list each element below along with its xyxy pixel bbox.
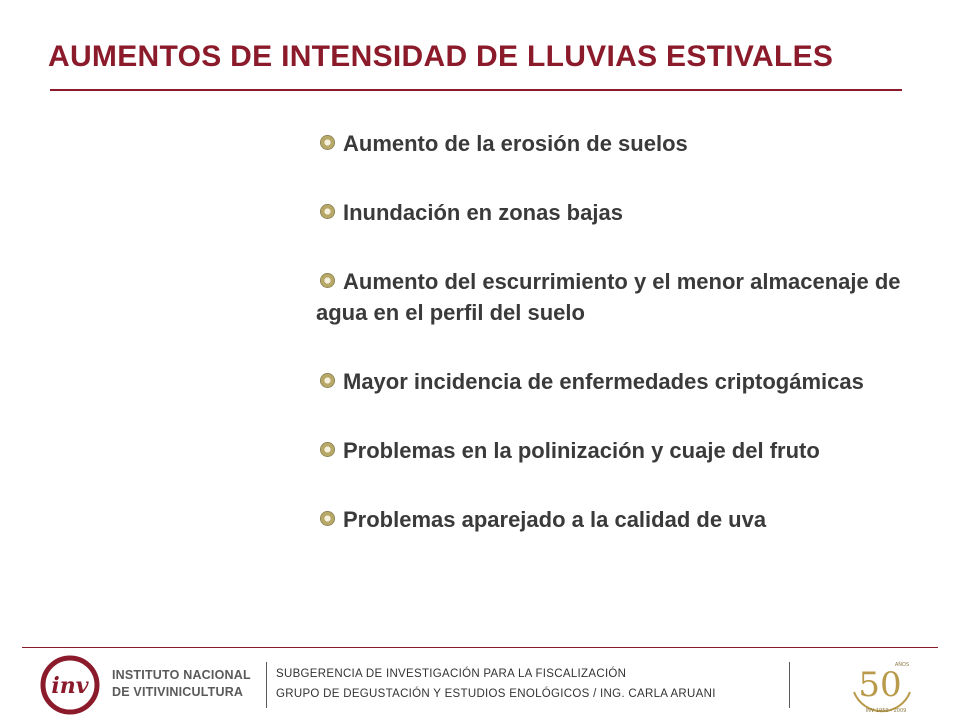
org-name: [112, 667, 251, 701]
bullet-text: Mayor incidencia de enfermedades criptogámicas: [343, 369, 864, 394]
bullet-item: [316, 504, 946, 535]
bullet-text: Inundación en zonas bajas: [343, 200, 623, 225]
org-name-line2: DE VITIVINICULTURA: [112, 685, 244, 699]
bullet-item: [316, 435, 946, 466]
bullet-item: [316, 128, 946, 159]
bullet-item: [316, 366, 946, 397]
anniversary-word: AÑOS: [894, 662, 910, 668]
bullet-item: [316, 197, 946, 228]
anniversary-years: INV 1959 - 2009: [865, 708, 907, 714]
bullet-text: Problemas aparejado a la calidad de uva: [343, 507, 767, 532]
anniversary-50-logo-icon: [846, 652, 918, 716]
bullet-text: Aumento de la erosión de suelos: [343, 131, 688, 156]
anniversary-number: 50: [858, 665, 902, 705]
bullet-item: [316, 266, 946, 328]
gear-bullet-icon: [320, 135, 335, 150]
gear-bullet-icon: [320, 273, 335, 288]
org-name-line1: INSTITUTO NACIONAL: [112, 668, 251, 682]
footer-line2: GRUPO DE DEGUSTACIÓN Y ESTUDIOS ENOLÓGICOS / ING. CARLA ARUANI: [276, 688, 716, 700]
gear-bullet-icon: [320, 442, 335, 457]
logo-text: inv: [51, 673, 89, 699]
footer-line1: SUBGERENCIA DE INVESTIGACIÓN PARA LA FISCALIZACIÓN: [276, 668, 627, 680]
title-divider: [50, 89, 902, 91]
footer-separator-left: [266, 662, 267, 708]
bullet-text: Problemas en la polinización y cuaje del fruto: [343, 438, 820, 463]
inv-logo-icon: [40, 655, 100, 715]
bullet-text: Aumento del escurrimiento y el menor almacenaje de agua en el perfil del suelo: [316, 269, 901, 325]
slide-title: AUMENTOS DE INTENSIDAD DE LLUVIAS ESTIVALES: [48, 40, 834, 73]
footer-divider: [22, 647, 938, 648]
gear-bullet-icon: [320, 511, 335, 526]
footer-credits: [276, 664, 716, 704]
gear-bullet-icon: [320, 373, 335, 388]
footer-separator-right: [789, 662, 790, 708]
bullet-list: [316, 128, 946, 573]
gear-bullet-icon: [320, 204, 335, 219]
